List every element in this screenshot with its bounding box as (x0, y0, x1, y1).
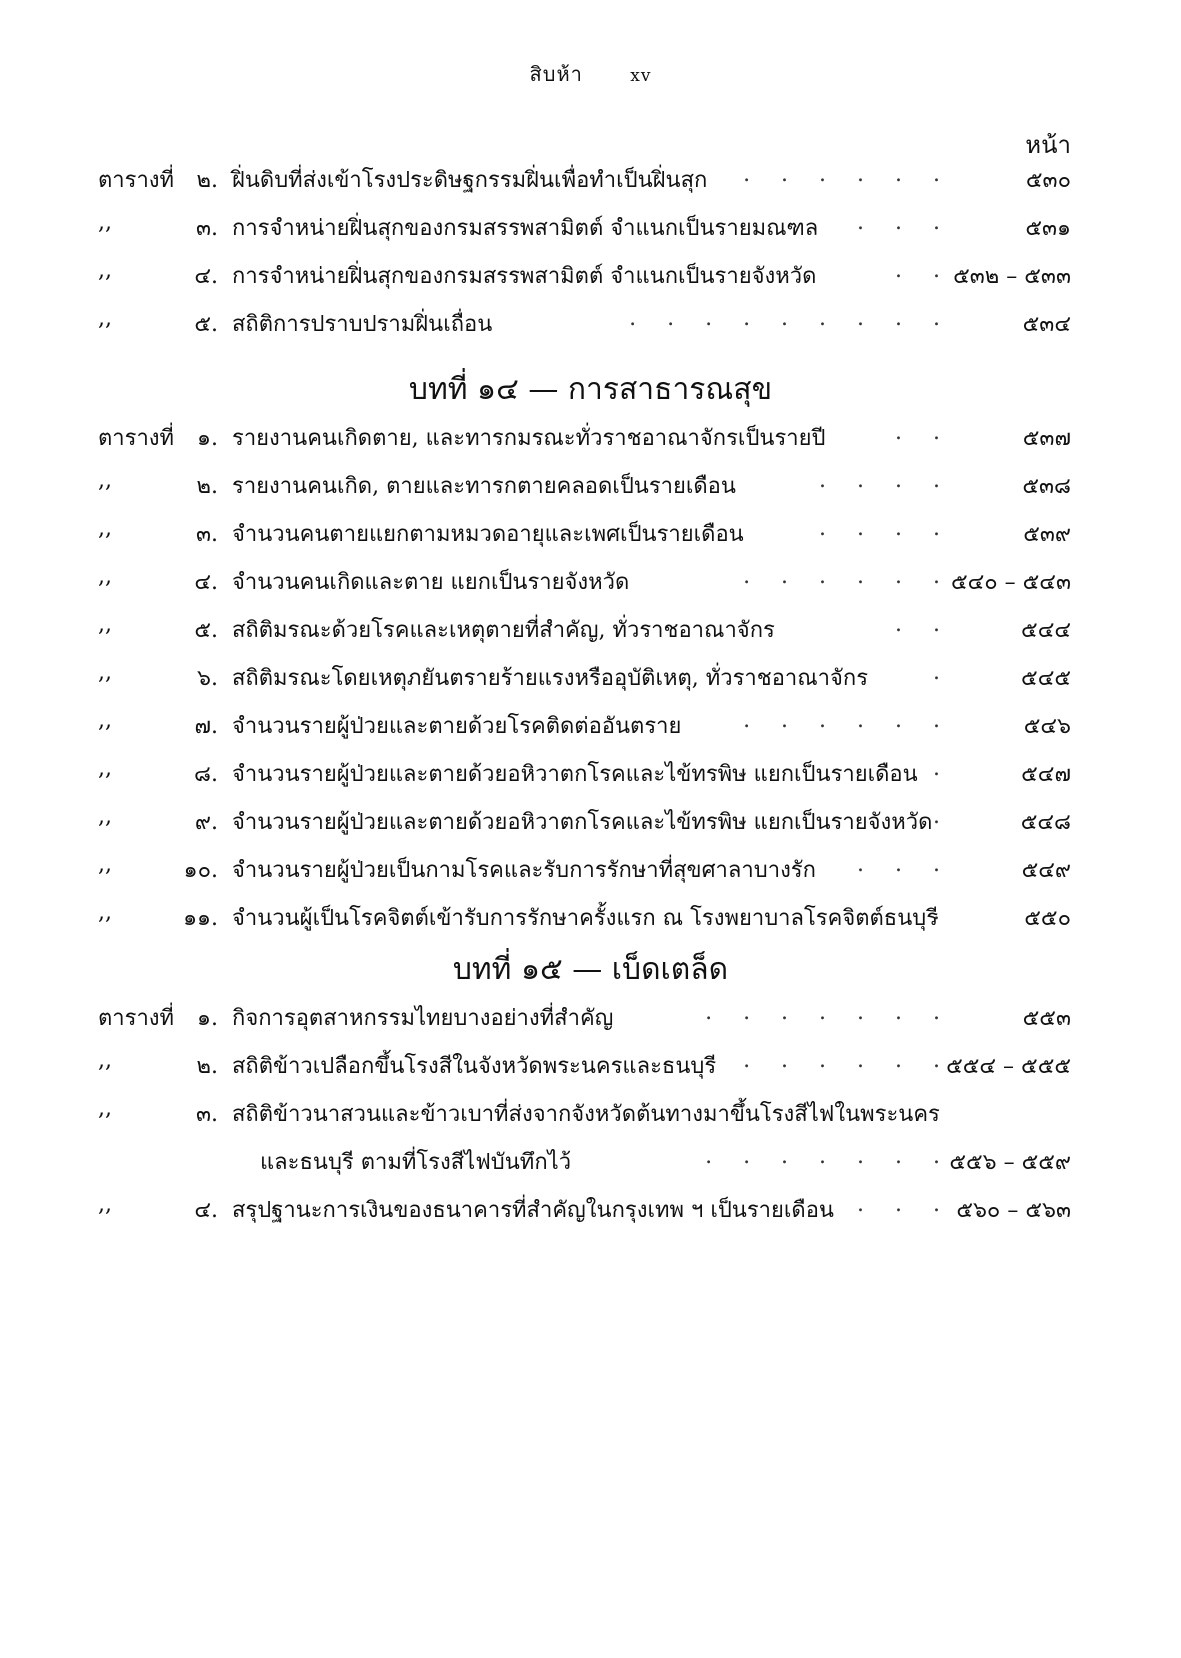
entry-label: ,, (98, 612, 112, 637)
leader-dots: . . . . . . (743, 708, 952, 733)
leader-dots: . . (895, 258, 952, 283)
entry-label: ,, (98, 900, 112, 925)
table-entry (0, 296, 1181, 344)
entry-label: ,, (98, 756, 112, 781)
entry-page: ๕๔๐ – ๕๔๓ (950, 570, 1071, 595)
entry-label: ,, (98, 1048, 112, 1073)
table-entry (0, 990, 1181, 1038)
table-entry (0, 248, 1181, 296)
entry-label: ,, (98, 1192, 112, 1217)
entry-number: ๒. (196, 168, 218, 193)
leader-dots: . . . (857, 852, 952, 877)
entry-number: ๗. (194, 714, 218, 739)
page-header (0, 58, 1181, 90)
entry-label: ,, (98, 804, 112, 829)
entry-label: ตารางที่ (98, 426, 175, 451)
entry-title: สถิติการปราบปรามฝิ่นเถื่อน (232, 312, 493, 337)
entry-label: ,, (98, 210, 112, 235)
entry-page: ๕๓๒ – ๕๓๓ (953, 264, 1071, 289)
contents-section (0, 152, 1181, 344)
entry-number: ๓. (195, 1102, 218, 1127)
entry-title: การจำหน่ายฝิ่นสุกของกรมสรรพสามิตต์ จำแนกเป็นรายจังหวัด (232, 264, 817, 289)
table-entry (0, 602, 1181, 650)
entry-number: ๔. (194, 1198, 218, 1223)
table-entry (0, 458, 1181, 506)
entry-page: ๕๖๐ – ๕๖๓ (956, 1198, 1071, 1223)
entry-label: ตารางที่ (98, 1006, 175, 1031)
entry-title: และธนบุรี ตามที่โรงสีไฟบันทึกไว้ (260, 1150, 572, 1175)
leader-dots: . . . . . . . . . (629, 306, 952, 331)
table-entry (0, 890, 1181, 938)
leader-dots: . . . . . . (743, 162, 952, 187)
entry-label: ,, (98, 660, 112, 685)
table-entry (0, 1038, 1181, 1086)
entry-number: ๒. (196, 1054, 218, 1079)
entry-number: ๑๑. (183, 906, 218, 931)
leader-dots: . . (895, 420, 952, 445)
entry-title: สถิติมรณะโดยเหตุภยันตรายร้ายแรงหรืออุบัติเหตุ, ทั่วราชอาณาจักร (232, 666, 869, 691)
contents-section (0, 950, 1181, 1230)
entry-number: ๑. (197, 426, 218, 451)
entry-title: จำนวนรายผู้ป่วยเป็นกามโรคและรับการรักษาที่สุขศาลาบางรัก (232, 858, 816, 883)
chapter-heading: บทที่ ๑๔ — การสาธารณสุข (408, 372, 773, 407)
leader-dots: . (933, 900, 952, 925)
entry-title: สรุปฐานะการเงินของธนาคารที่สำคัญในกรุงเทพ ฯ เป็นรายเดือน (232, 1198, 834, 1223)
table-entry-continuation (0, 1134, 1181, 1182)
leader-dots: . (933, 804, 952, 829)
entry-label: ,, (98, 852, 112, 877)
leader-dots: . . (895, 612, 952, 637)
entry-number: ๑๐. (183, 858, 218, 883)
entry-title: สถิติมรณะด้วยโรคและเหตุตายที่สำคัญ, ทั่วราชอาณาจักร (232, 618, 775, 643)
entry-label: ,, (98, 258, 112, 283)
entry-title: รายงานคนเกิด, ตายและทารกตายคลอดเป็นรายเดือน (232, 474, 736, 499)
entry-page: ๕๓๑ (1025, 216, 1071, 241)
entry-label: ,, (98, 708, 112, 733)
leader-dots: . . . . (819, 516, 952, 541)
table-entry (0, 506, 1181, 554)
entry-number: ๓. (195, 216, 218, 241)
chapter-heading: บทที่ ๑๕ — เบ็ดเตล็ด (452, 952, 729, 987)
entry-page: ๕๔๔ (1021, 618, 1071, 643)
table-entry (0, 1086, 1181, 1134)
leader-dots: . . . . (819, 1192, 952, 1217)
entry-title: จำนวนรายผู้ป่วยและตายด้วยโรคติดต่ออันตราย (232, 714, 682, 739)
entry-page: ๕๕๔ – ๕๕๕ (946, 1054, 1071, 1079)
entry-page: ๕๔๙ (1021, 858, 1071, 883)
entry-title: รายงานคนเกิดตาย, และทารกมรณะทั่วราชอาณาจักรเป็นรายปี (232, 426, 826, 451)
entry-page: ๕๕๐ (1024, 906, 1071, 931)
table-entry (0, 554, 1181, 602)
entry-number: ๔. (194, 570, 218, 595)
entry-page: ๕๓๔ (1022, 312, 1071, 337)
entry-title: จำนวนรายผู้ป่วยและตายด้วยอหิวาตกโรคและไข้ทรพิษ แยกเป็นรายจังหวัด (232, 810, 933, 835)
page-column-label: หน้า (1025, 131, 1071, 159)
entry-page: ๕๔๘ (1020, 810, 1071, 835)
entry-title: กิจการอุตสาหกรรมไทยบางอย่างที่สำคัญ (232, 1006, 614, 1031)
entry-number: ๙. (194, 810, 218, 835)
leader-dots: . (933, 756, 952, 781)
leader-dots: . . . . (819, 468, 952, 493)
entry-label: ,, (98, 564, 112, 589)
entry-title: ฝิ่นดิบที่ส่งเข้าโรงประดิษฐกรรมฝิ่นเพื่อทำเป็นฝิ่นสุก (232, 168, 708, 193)
entry-number: ๘. (194, 762, 218, 787)
entry-number: ๖. (197, 666, 218, 691)
entry-page: ๕๓๗ (1022, 426, 1071, 451)
entry-label: ,, (98, 1096, 112, 1121)
entry-title: จำนวนรายผู้ป่วยและตายด้วยอหิวาตกโรคและไข้ทรพิษ แยกเป็นรายเดือน (232, 762, 918, 787)
table-entry (0, 842, 1181, 890)
entry-number: ๓. (195, 522, 218, 547)
entry-label: ตารางที่ (98, 168, 175, 193)
table-entry (0, 698, 1181, 746)
page-header-title: สิบห้า (529, 62, 583, 86)
entry-page: ๕๓๐ (1025, 168, 1071, 193)
entry-title: จำนวนผู้เป็นโรคจิตต์เข้ารับการรักษาครั้งแรก ณ โรงพยาบาลโรคจิตต์ธนบุรี (232, 906, 939, 931)
entry-number: ๒. (196, 474, 218, 499)
entry-title: จำนวนคนตายแยกตามหมวดอายุและเพศเป็นรายเดือน (232, 522, 744, 547)
entry-title: จำนวนคนเกิดและตาย แยกเป็นรายจังหวัด (232, 570, 630, 595)
entry-label: ,, (98, 468, 112, 493)
entry-page: ๕๔๗ (1021, 762, 1071, 787)
table-entry (0, 152, 1181, 200)
table-entry (0, 746, 1181, 794)
leader-dots: . . . . . . (743, 564, 952, 589)
entry-page: ๕๕๖ – ๕๕๙ (949, 1150, 1071, 1175)
entry-label: ,, (98, 516, 112, 541)
entry-number: ๕. (194, 618, 218, 643)
page-header-roman-number: xv (630, 66, 652, 86)
leader-dots: . (933, 660, 952, 685)
entry-number: ๔. (194, 264, 218, 289)
table-entry (0, 650, 1181, 698)
entry-page: ๕๕๓ (1022, 1006, 1071, 1031)
table-entry (0, 200, 1181, 248)
leader-dots: . . . . . . (743, 1048, 952, 1073)
table-entry (0, 410, 1181, 458)
entry-title: สถิติข้าวนาสวนและข้าวเบาที่ส่งจากจังหวัดต้นทางมาขึ้นโรงสีไฟในพระนคร (232, 1102, 940, 1127)
entry-page: ๕๔๕ (1021, 666, 1071, 691)
leader-dots: . . . (857, 210, 952, 235)
entry-title: สถิติข้าวเปลือกขึ้นโรงสีในจังหวัดพระนครและธนบุรี (232, 1054, 717, 1079)
entry-title: การจำหน่ายฝิ่นสุกของกรมสรรพสามิตต์ จำแนกเป็นรายมณฑล (232, 216, 819, 241)
leader-dots: . . . . . . . (705, 1144, 952, 1169)
table-entry (0, 794, 1181, 842)
entry-number: ๕. (194, 312, 218, 337)
entry-page: ๕๔๖ (1023, 714, 1071, 739)
entry-number: ๑. (197, 1006, 218, 1031)
table-entry (0, 1182, 1181, 1230)
leader-dots: . . . . . . . (705, 1000, 952, 1025)
entry-page: ๕๓๙ (1023, 522, 1071, 547)
contents-section (0, 370, 1181, 938)
entry-label: ,, (98, 306, 112, 331)
entry-page: ๕๓๘ (1022, 474, 1071, 499)
